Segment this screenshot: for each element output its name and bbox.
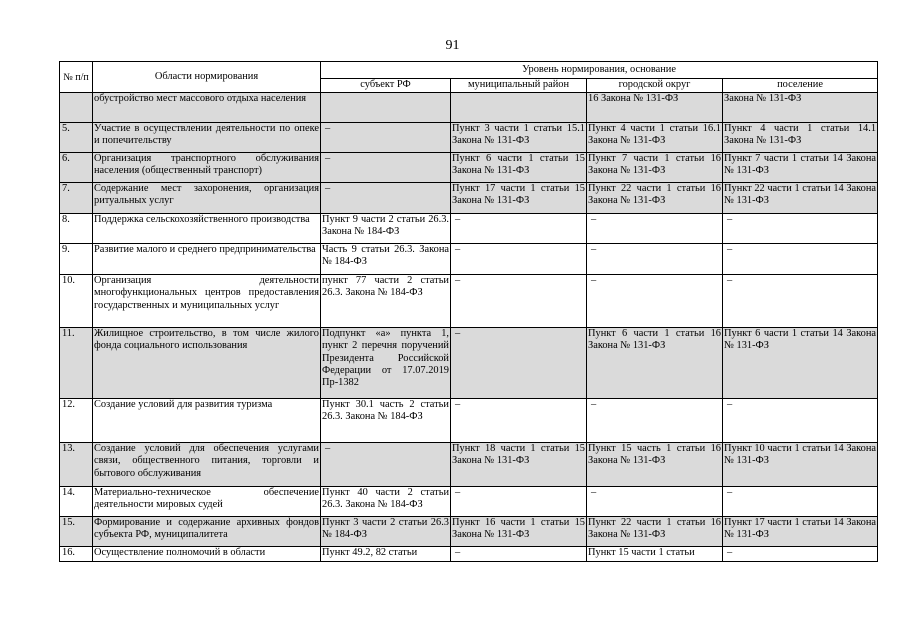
row-settlement: –: [723, 547, 878, 562]
row-area: Осуществление полномочий в области: [93, 547, 321, 562]
table-row: [60, 275, 878, 328]
row-settlement: Пункт 10 части 1 статьи 14 Закона № 131-ФЗ: [723, 443, 878, 487]
row-area: Участие в осуществлении деятельности по опеке и попечительству: [93, 123, 321, 153]
row-municipal-district: –: [451, 399, 587, 443]
row-area: Развитие малого и среднего предпринимательства: [93, 244, 321, 275]
row-municipal-district: Пункт 6 части 1 статьи 15 Закона № 131-ФЗ: [451, 153, 587, 183]
row-municipal-district: –: [451, 244, 587, 275]
regulation-table: [59, 61, 878, 562]
table-row: [60, 328, 878, 399]
row-number: [60, 93, 93, 123]
row-urban-district: –: [587, 244, 723, 275]
row-subject-rf: Пункт 3 части 2 статьи 26.3 № 184-ФЗ: [321, 517, 451, 547]
header-settlement: поселение: [723, 79, 878, 93]
row-subject-rf: Часть 9 статьи 26.3. Закона № 184-ФЗ: [321, 244, 451, 275]
row-urban-district: Пункт 22 части 1 статьи 16 Закона № 131-ФЗ: [587, 183, 723, 214]
row-area: Формирование и содержание архивных фондов субъекта РФ, муниципалитета: [93, 517, 321, 547]
row-number: 14.: [60, 487, 93, 517]
row-urban-district: Пункт 15 часть 1 статьи 16 Закона № 131-ФЗ: [587, 443, 723, 487]
page-number: 91: [445, 38, 460, 53]
table-row: [60, 93, 878, 123]
row-settlement: Пункт 17 части 1 статьи 14 Закона № 131-ФЗ: [723, 517, 878, 547]
row-settlement: –: [723, 487, 878, 517]
row-municipal-district: Пункт 16 части 1 статьи 15 Закона № 131-ФЗ: [451, 517, 587, 547]
row-area: Содержание мест захоронения, организация ритуальных услуг: [93, 183, 321, 214]
table-row: [60, 547, 878, 562]
header-urban: городской округ: [587, 79, 723, 93]
row-settlement: Пункт 4 части 1 статьи 14.1 Закона № 131-ФЗ: [723, 123, 878, 153]
header-num: № п/п: [60, 62, 93, 93]
row-urban-district: –: [587, 487, 723, 517]
row-number: 11.: [60, 328, 93, 399]
row-municipal-district: [451, 93, 587, 123]
row-municipal-district: –: [451, 328, 587, 399]
table-row: [60, 153, 878, 183]
row-settlement: –: [723, 244, 878, 275]
row-subject-rf: Пункт 40 части 2 статьи 26.3. Закона № 184-ФЗ: [321, 487, 451, 517]
row-subject-rf: Пункт 49.2, 82 статьи: [321, 547, 451, 562]
table-row: [60, 183, 878, 214]
table-row: [60, 443, 878, 487]
row-number: 6.: [60, 153, 93, 183]
row-subject-rf: [321, 93, 451, 123]
row-urban-district: Пункт 22 части 1 статьи 16 Закона № 131-ФЗ: [587, 517, 723, 547]
row-settlement: –: [723, 275, 878, 328]
table-row: [60, 487, 878, 517]
row-urban-district: –: [587, 275, 723, 328]
row-settlement: Закона № 131-ФЗ: [723, 93, 878, 123]
row-municipal-district: Пункт 18 части 1 статьи 15 Закона № 131-ФЗ: [451, 443, 587, 487]
row-settlement: Пункт 22 части 1 статьи 14 Закона № 131-ФЗ: [723, 183, 878, 214]
row-subject-rf: –: [321, 123, 451, 153]
row-subject-rf: –: [321, 183, 451, 214]
row-area: Организация деятельности многофункциональных центров предоставления государственных и муниципальных услуг: [93, 275, 321, 328]
row-settlement: Пункт 6 части 1 статьи 14 Закона № 131-ФЗ: [723, 328, 878, 399]
row-settlement: Пункт 7 части 1 статьи 14 Закона № 131-ФЗ: [723, 153, 878, 183]
table-row: [60, 244, 878, 275]
table-row: [60, 123, 878, 153]
row-number: 5.: [60, 123, 93, 153]
row-number: 7.: [60, 183, 93, 214]
row-urban-district: –: [587, 214, 723, 244]
row-area: Организация транспортного обслуживания населения (общественный транспорт): [93, 153, 321, 183]
header-district: муниципальный район: [451, 79, 587, 93]
row-subject-rf: –: [321, 153, 451, 183]
row-area: Создание условий для развития туризма: [93, 399, 321, 443]
row-urban-district: 16 Закона № 131-ФЗ: [587, 93, 723, 123]
row-municipal-district: Пункт 3 части 1 статьи 15.1 Закона № 131-ФЗ: [451, 123, 587, 153]
row-subject-rf: Пункт 30.1 часть 2 статьи 26.3. Закона № 184-ФЗ: [321, 399, 451, 443]
row-municipal-district: Пункт 17 части 1 статьи 15 Закона № 131-ФЗ: [451, 183, 587, 214]
row-number: 10.: [60, 275, 93, 328]
row-number: 15.: [60, 517, 93, 547]
row-urban-district: Пункт 4 части 1 статьи 16.1 Закона № 131-ФЗ: [587, 123, 723, 153]
row-urban-district: Пункт 6 части 1 статьи 16 Закона № 131-ФЗ: [587, 328, 723, 399]
row-municipal-district: –: [451, 487, 587, 517]
row-settlement: –: [723, 399, 878, 443]
row-municipal-district: –: [451, 214, 587, 244]
row-area: Поддержка сельскохозяйственного производства: [93, 214, 321, 244]
row-number: 8.: [60, 214, 93, 244]
row-municipal-district: –: [451, 275, 587, 328]
table-row: [60, 399, 878, 443]
table-row: [60, 517, 878, 547]
row-area: Создание условий для обеспечения услугами связи, общественного питания, торговли и бытового обслуживания: [93, 443, 321, 487]
row-urban-district: –: [587, 399, 723, 443]
row-urban-district: Пункт 15 части 1 статьи: [587, 547, 723, 562]
row-number: 9.: [60, 244, 93, 275]
row-subject-rf: пункт 77 части 2 статьи 26.3. Закона № 184-ФЗ: [321, 275, 451, 328]
table-row: [60, 214, 878, 244]
row-settlement: –: [723, 214, 878, 244]
row-number: 13.: [60, 443, 93, 487]
row-number: 16.: [60, 547, 93, 562]
row-area: Материально-техническое обеспечение деятельности мировых судей: [93, 487, 321, 517]
row-subject-rf: Пункт 9 части 2 статьи 26.3. Закона № 184-ФЗ: [321, 214, 451, 244]
header-area: Области нормирования: [93, 62, 321, 93]
row-urban-district: Пункт 7 части 1 статьи 16 Закона № 131-ФЗ: [587, 153, 723, 183]
row-subject-rf: Подпункт «а» пункта 1, пункт 2 перечня поручений Президента Российской Федерации от 17.07.2019 Пр-1382: [321, 328, 451, 399]
row-municipal-district: –: [451, 547, 587, 562]
row-number: 12.: [60, 399, 93, 443]
header-level: Уровень нормирования, основание: [321, 62, 878, 79]
row-subject-rf: –: [321, 443, 451, 487]
header-subject: субъект РФ: [321, 79, 451, 93]
row-area: обустройство мест массового отдыха населения: [93, 93, 321, 123]
row-area: Жилищное строительство, в том числе жилого фонда социального использования: [93, 328, 321, 399]
